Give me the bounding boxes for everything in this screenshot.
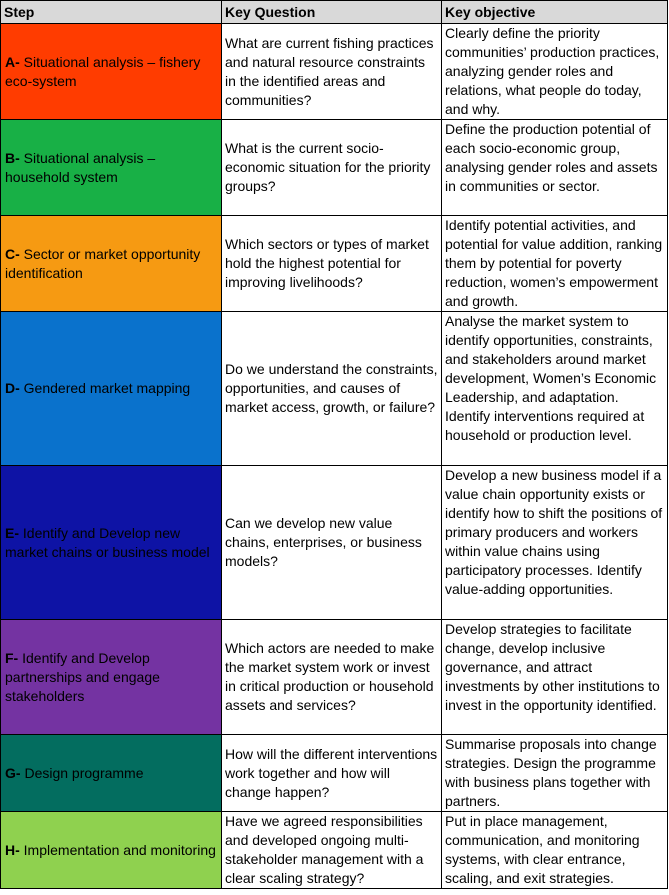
step-label: Situational analysis – household system bbox=[5, 149, 156, 185]
table-row bbox=[1, 620, 668, 735]
question-cell: How will the different interventions work together and how will change happen? bbox=[222, 735, 442, 812]
question-cell: Have we agreed responsibilities and developed ongoing multi-stakeholder management with a clear scaling strategy? bbox=[222, 812, 442, 889]
question-cell: Can we develop new value chains, enterprises, or business models? bbox=[222, 466, 442, 620]
step-letter: F- bbox=[5, 649, 19, 666]
header-step: Step bbox=[1, 1, 222, 24]
step-cell bbox=[1, 812, 222, 889]
step-cell bbox=[1, 216, 222, 312]
step-cell bbox=[1, 466, 222, 620]
objective-cell: Develop strategies to facilitate change, develop inclusive governance, and attract investments by other institutions to invest in the opportunity identified. bbox=[442, 620, 668, 735]
header-row bbox=[1, 1, 668, 24]
step-letter: A- bbox=[5, 53, 20, 70]
step-cell bbox=[1, 735, 222, 812]
step-letter: D- bbox=[5, 380, 20, 396]
question-cell: Which sectors or types of market hold the highest potential for improving livelihoods? bbox=[222, 216, 442, 312]
table-row bbox=[1, 812, 668, 889]
objective-cell: Develop a new business model if a value chain opportunity exists or identify how to shift the positions of primary producers and workers within value chains using participatory processes. Identify value-adding opportunities. bbox=[442, 466, 668, 620]
step-label: Situational analysis – fishery eco-system bbox=[5, 53, 201, 89]
table-row bbox=[1, 312, 668, 466]
objective-cell: Analyse the market system to identify opportunities, constraints, and stakeholders around market development, Women’s Economic Leadership, and adaptation. Identify interventions required at household or production level. bbox=[442, 312, 668, 466]
objective-cell: Clearly define the priority communities’ production practices, analyzing gender roles and relations, what people do today, and why. bbox=[442, 24, 668, 120]
step-label: Identify and Develop new market chains or business model bbox=[5, 524, 210, 560]
objective-cell: Summarise proposals into change strategies. Design the programme with business plans together with partners. bbox=[442, 735, 668, 812]
objective-cell: Identify potential activities, and potential for value addition, ranking them by potential for poverty reduction, women’s empowerment and growth. bbox=[442, 216, 668, 312]
step-label: Design programme bbox=[20, 764, 144, 781]
step-label: Identify and Develop partnerships and engage stakeholders bbox=[5, 649, 160, 704]
question-cell: What are current fishing practices and natural resource constraints in the identified areas and communities? bbox=[222, 24, 442, 120]
step-label: Sector or market opportunity identification bbox=[5, 245, 201, 281]
header-key-question: Key Question bbox=[222, 1, 442, 24]
step-letter: G- bbox=[5, 764, 21, 781]
header-key-objective: Key objective bbox=[442, 1, 668, 24]
step-letter: H- bbox=[5, 841, 20, 858]
table-row bbox=[1, 216, 668, 312]
step-cell bbox=[1, 620, 222, 735]
objective-cell: Put in place management, communication, and monitoring systems, with clear entrance, scaling, and exit strategies. bbox=[442, 812, 668, 889]
table-row bbox=[1, 24, 668, 120]
step-cell bbox=[1, 24, 222, 120]
table-row bbox=[1, 120, 668, 216]
question-cell: Which actors are needed to make the market system work or invest in critical production or household assets and services? bbox=[222, 620, 442, 735]
step-label: Implementation and monitoring bbox=[19, 841, 216, 858]
step-letter: B- bbox=[5, 149, 20, 166]
objective-cell: Define the production potential of each socio-economic group, analysing gender roles and assets in communities or sector. bbox=[442, 120, 668, 216]
table-row bbox=[1, 466, 668, 620]
step-letter: C- bbox=[5, 245, 20, 262]
question-cell: Do we understand the constraints, opportunities, and causes of market access, growth, or failure? bbox=[222, 312, 442, 466]
question-cell: What is the current socio-economic situation for the priority groups? bbox=[222, 120, 442, 216]
step-cell bbox=[1, 120, 222, 216]
step-letter: E- bbox=[5, 524, 19, 541]
table-row bbox=[1, 735, 668, 812]
step-label: Gendered market mapping bbox=[19, 380, 191, 396]
step-cell bbox=[1, 312, 222, 466]
